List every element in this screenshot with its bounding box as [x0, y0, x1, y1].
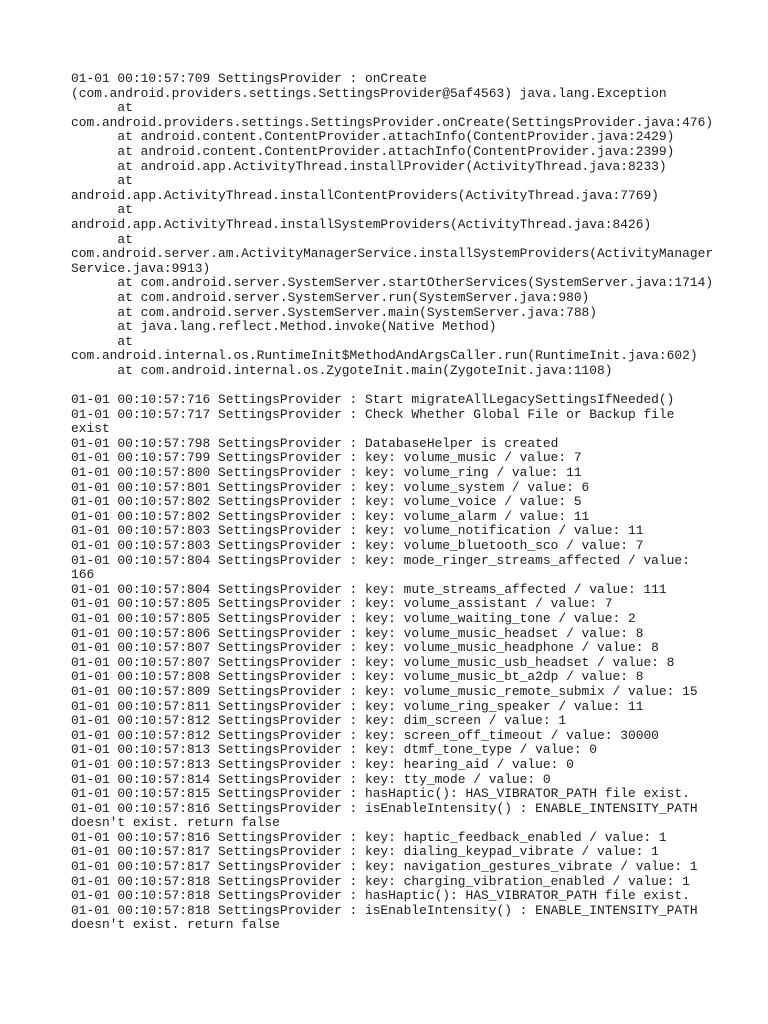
log-line: doesn't exist. return false	[71, 815, 280, 831]
log-line: 01-01 00:10:57:716 SettingsProvider : Start migrateAllLegacySettingsIfNeeded()	[71, 392, 675, 408]
log-line: at com.android.server.SystemServer.startOtherServices(SystemServer.java:1714)	[71, 275, 714, 291]
log-line: 01-01 00:10:57:815 SettingsProvider : hasHaptic(): HAS_VIBRATOR_PATH file exist.	[71, 786, 690, 802]
log-line: 01-01 00:10:57:805 SettingsProvider : key: volume_waiting_tone / value: 2	[71, 610, 636, 626]
log-line: 01-01 00:10:57:813 SettingsProvider : key: hearing_aid / value: 0	[71, 756, 574, 772]
log-line: 01-01 00:10:57:804 SettingsProvider : key: mute_streams_affected / value: 111	[71, 581, 667, 597]
log-line: 01-01 00:10:57:816 SettingsProvider : key: haptic_feedback_enabled / value: 1	[71, 829, 667, 845]
log-line: at	[71, 231, 133, 247]
log-line: (com.android.providers.settings.SettingsProvider@5af4563) java.lang.Exception	[71, 85, 667, 101]
log-line: 01-01 00:10:57:717 SettingsProvider : Check Whether Global File or Backup file	[71, 406, 675, 422]
log-line: at android.app.ActivityThread.installProvider(ActivityThread.java:8233)	[71, 158, 667, 174]
log-line: com.android.internal.os.RuntimeInit$MethodAndArgsCaller.run(RuntimeInit.java:602)	[71, 348, 698, 364]
log-line: 01-01 00:10:57:807 SettingsProvider : key: volume_music_headphone / value: 8	[71, 640, 659, 656]
log-line: 01-01 00:10:57:709 SettingsProvider : onCreate	[71, 71, 427, 86]
log-line: at com.android.server.SystemServer.main(SystemServer.java:788)	[71, 304, 598, 320]
log-line: 01-01 00:10:57:817 SettingsProvider : key: dialing_keypad_vibrate / value: 1	[71, 844, 659, 860]
log-line: 01-01 00:10:57:812 SettingsProvider : key: screen_off_timeout / value: 30000	[71, 727, 659, 743]
log-line: 01-01 00:10:57:812 SettingsProvider : key: dim_screen / value: 1	[71, 713, 567, 729]
log-line: 01-01 00:10:57:804 SettingsProvider : key: mode_ringer_streams_affected / value:	[71, 552, 690, 568]
log-line: at com.android.internal.os.ZygoteInit.main(ZygoteInit.java:1108)	[71, 362, 613, 378]
log-line: 01-01 00:10:57:805 SettingsProvider : key: volume_assistant / value: 7	[71, 596, 613, 612]
log-line: 01-01 00:10:57:806 SettingsProvider : key: volume_music_headset / value: 8	[71, 625, 644, 641]
log-line: 01-01 00:10:57:803 SettingsProvider : key: volume_bluetooth_sco / value: 7	[71, 538, 644, 553]
log-line: com.android.server.am.ActivityManagerService.installSystemProviders(ActivityManager	[71, 246, 714, 262]
log-line: android.app.ActivityThread.installContentProviders(ActivityThread.java:7769)	[71, 187, 659, 203]
log-line: Service.java:9913)	[71, 260, 211, 276]
log-line: 01-01 00:10:57:813 SettingsProvider : key: dtmf_tone_type / value: 0	[71, 742, 598, 758]
log-line: at java.lang.reflect.Method.invoke(Native Method)	[71, 319, 497, 335]
log-line: 01-01 00:10:57:811 SettingsProvider : key: volume_ring_speaker / value: 11	[71, 698, 644, 714]
log-line: 01-01 00:10:57:818 SettingsProvider : hasHaptic(): HAS_VIBRATOR_PATH file exist.	[71, 888, 690, 904]
blank-line	[71, 378, 711, 393]
log-line: 01-01 00:10:57:799 SettingsProvider : key: volume_music / value: 7	[71, 450, 582, 466]
log-line: doesn't exist. return false	[71, 917, 280, 933]
log-line: 01-01 00:10:57:801 SettingsProvider : key: volume_system / value: 6	[71, 479, 590, 495]
log-line: at	[71, 100, 133, 116]
log-line: 01-01 00:10:57:814 SettingsProvider : key: tty_mode / value: 0	[71, 771, 551, 787]
log-line: 01-01 00:10:57:800 SettingsProvider : key: volume_ring / value: 11	[71, 465, 582, 481]
log-line: 01-01 00:10:57:808 SettingsProvider : key: volume_music_bt_a2dp / value: 8	[71, 669, 644, 685]
log-line: 01-01 00:10:57:803 SettingsProvider : key: volume_notification / value: 11	[71, 523, 644, 539]
log-line: 01-01 00:10:57:802 SettingsProvider : key: volume_alarm / value: 11	[71, 508, 590, 524]
log-line: 01-01 00:10:57:818 SettingsProvider : isEnableIntensity() : ENABLE_INTENSITY_PATH	[71, 902, 698, 918]
log-line: at	[71, 333, 133, 349]
log-line: 01-01 00:10:57:809 SettingsProvider : key: volume_music_remote_submix / value: 15	[71, 683, 698, 699]
log-line: at	[71, 202, 133, 218]
log-line: 01-01 00:10:57:818 SettingsProvider : key: charging_vibration_enabled / value: 1	[71, 873, 690, 889]
log-line: exist	[71, 421, 110, 437]
log-line: at android.content.ContentProvider.attachInfo(ContentProvider.java:2399)	[71, 143, 675, 159]
log-line: at	[71, 173, 133, 189]
log-line: com.android.providers.settings.SettingsProvider.onCreate(SettingsProvider.java:476)	[71, 114, 714, 130]
log-line: 01-01 00:10:57:802 SettingsProvider : key: volume_voice / value: 5	[71, 494, 582, 510]
log-line: 01-01 00:10:57:807 SettingsProvider : key: volume_music_usb_headset / value: 8	[71, 654, 675, 670]
log-line: 01-01 00:10:57:816 SettingsProvider : isEnableIntensity() : ENABLE_INTENSITY_PATH	[71, 800, 698, 816]
log-line: 166	[71, 567, 95, 583]
log-line: android.app.ActivityThread.installSystemProviders(ActivityThread.java:8426)	[71, 216, 652, 232]
log-line: at com.android.server.SystemServer.run(SystemServer.java:980)	[71, 289, 590, 305]
log-line: 01-01 00:10:57:798 SettingsProvider : DatabaseHelper is created	[71, 435, 559, 451]
log-line: 01-01 00:10:57:817 SettingsProvider : key: navigation_gestures_vibrate / value: 1	[71, 859, 698, 875]
log-text	[71, 71, 714, 933]
log-line: at android.content.ContentProvider.attachInfo(ContentProvider.java:2429)	[71, 129, 675, 145]
